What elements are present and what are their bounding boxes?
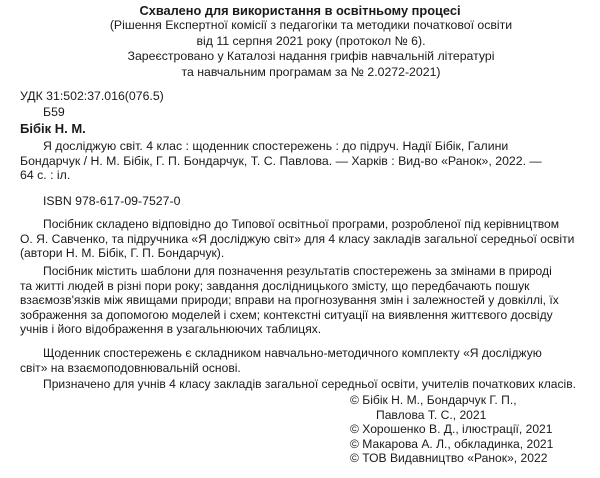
copyright-authors: © Бібік Н. М., Бондарчук Г. П., — [350, 393, 517, 407]
text-line: та житті людей в різні пори року; завдання дослідницького змісту, що передбачають пошук — [20, 278, 530, 293]
bib-line: Я досліджую світ. 4 клас : щоденник спостережень : до підруч. Надії Бібік, Галини — [43, 139, 509, 153]
approval-registration: Зареєстровано у Каталозі надання грифів навчальній літературі — [127, 49, 495, 64]
approval-title: Схвалено для використання в освітньому процесі — [139, 3, 461, 18]
text-line: світ» на взаємоподовнювальній основі. — [20, 360, 241, 375]
text-line: О. Я. Савченко, та підручника «Я досліджую світ» для 4 класу закладів загальної середньої освіти — [20, 231, 575, 246]
text-line: Щоденник спостережень є складником навчально-методичного комплекту «Я досліджую — [43, 346, 542, 360]
annotation-paragraph-audience — [20, 377, 596, 392]
text-line: (автори Н. М. Бібік, Г. П. Бондарчук). — [20, 246, 225, 261]
copyright-block — [350, 393, 600, 466]
copyright-cover: © Макарова А. Л., обкладинка, 2021 — [350, 436, 554, 451]
copyright-publisher: © ТОВ Видавництво «Ранок», 2022 — [350, 451, 548, 466]
copyright-authors-cont: Павлова Т. С., 2021 — [376, 407, 487, 422]
bib-line: Бондарчук / Н. М. Бібік, Г. П. Бондарчук, Т. С. Павлова. — Харків : Вид-во «Ранок», 2022. — — [20, 153, 542, 168]
text-line: учнів і його відображення в узагальнюючих таблицях. — [20, 322, 322, 337]
approval-decision: (Рішення Експертної комісії з педагогіки та методики початкової освіти — [109, 18, 513, 33]
annotation-paragraph-kit — [20, 346, 596, 375]
annotation-paragraph-contents — [20, 264, 596, 337]
text-line: зображення за допомогою моделей і схем; контекстні ситуації на виявлення життєвого досвіду — [20, 307, 553, 322]
text-line: Посібник містить шаблони для позначення результатів спостережень за змінами в природі — [43, 264, 552, 278]
isbn: ISBN 978-617-09-7527-0 — [43, 194, 181, 208]
text-line: взаємозв'язків між явищами природи; вправи на прогнозування змін і залежностей у довкіллі, їх — [20, 293, 559, 308]
bib-line: 64 с. : іл. — [20, 168, 71, 183]
author-heading: Бібік Н. М. — [20, 121, 86, 136]
annotation-paragraph-program — [20, 217, 596, 261]
approval-block — [0, 3, 600, 80]
text-line: Посібник складено відповідно до Типової освітньої програми, розробленої під керівництвом — [43, 217, 560, 231]
approval-number: та навчальним програмам за № 2.0272-2021) — [181, 64, 441, 79]
approval-date: від 11 серпня 2021 року (протокол № 6). — [196, 33, 426, 48]
udk-code: УДК 31:502:37.016(076.5) — [20, 89, 164, 103]
bbk-code: Б59 — [43, 105, 65, 119]
text-line: Призначено для учнів 4 класу закладів загальної середньої освіти, учителів початкових класів. — [43, 377, 577, 391]
copyright-illustrations: © Хорошенко В. Д., ілюстрації, 2021 — [350, 422, 553, 437]
bibliographic-description — [20, 139, 596, 183]
